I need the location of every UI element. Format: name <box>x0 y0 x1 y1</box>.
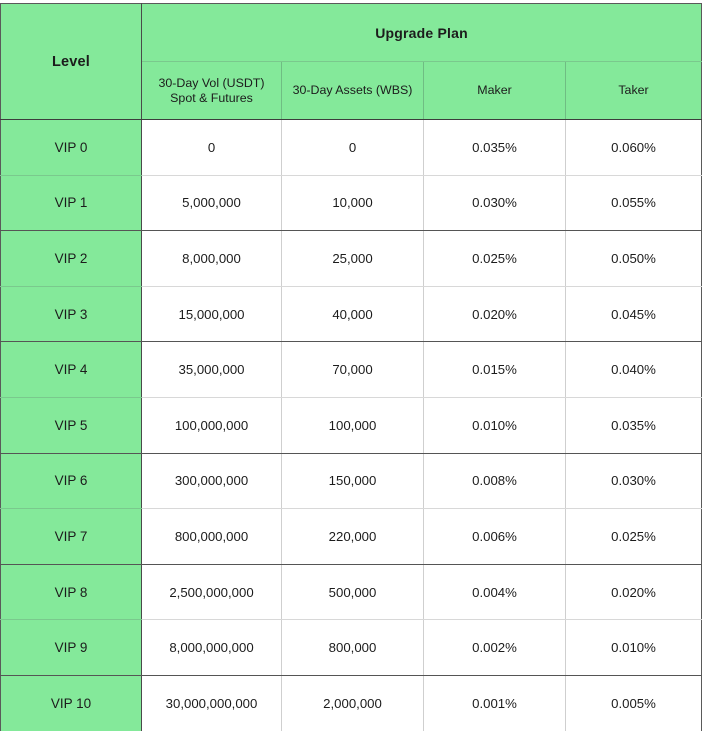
cell-taker: 0.010% <box>566 620 702 676</box>
cell-maker: 0.035% <box>424 120 566 176</box>
column-header-maker: Maker <box>424 62 566 120</box>
cell-30day-vol: 8,000,000 <box>142 231 282 287</box>
cell-maker: 0.001% <box>424 675 566 730</box>
cell-30day-vol: 35,000,000 <box>142 342 282 398</box>
cell-level: VIP 8 <box>1 564 142 620</box>
cell-30day-vol: 800,000,000 <box>142 509 282 565</box>
cell-level: VIP 1 <box>1 175 142 231</box>
fee-tier-table <box>0 3 702 731</box>
table-row <box>1 509 702 565</box>
table-row <box>1 564 702 620</box>
cell-30day-assets: 220,000 <box>282 509 424 565</box>
cell-level: VIP 2 <box>1 231 142 287</box>
cell-30day-vol: 30,000,000,000 <box>142 675 282 730</box>
cell-maker: 0.020% <box>424 286 566 342</box>
table-row <box>1 675 702 730</box>
cell-taker: 0.020% <box>566 564 702 620</box>
cell-maker: 0.025% <box>424 231 566 287</box>
table-body <box>1 120 702 731</box>
column-header-taker: Taker <box>566 62 702 120</box>
table-row <box>1 620 702 676</box>
cell-30day-assets: 70,000 <box>282 342 424 398</box>
cell-30day-assets: 25,000 <box>282 231 424 287</box>
column-header-30day-vol <box>142 62 282 120</box>
cell-maker: 0.004% <box>424 564 566 620</box>
table-row <box>1 231 702 287</box>
table-row <box>1 453 702 509</box>
cell-taker: 0.030% <box>566 453 702 509</box>
cell-taker: 0.055% <box>566 175 702 231</box>
fee-tier-table-container <box>0 3 701 715</box>
cell-30day-assets: 150,000 <box>282 453 424 509</box>
cell-30day-assets: 100,000 <box>282 397 424 453</box>
cell-30day-assets: 800,000 <box>282 620 424 676</box>
cell-taker: 0.060% <box>566 120 702 176</box>
cell-level: VIP 4 <box>1 342 142 398</box>
cell-level: VIP 3 <box>1 286 142 342</box>
table-header <box>1 4 702 120</box>
cell-maker: 0.010% <box>424 397 566 453</box>
cell-30day-vol: 5,000,000 <box>142 175 282 231</box>
cell-30day-assets: 0 <box>282 120 424 176</box>
cell-30day-vol: 0 <box>142 120 282 176</box>
column-header-30day-assets: 30-Day Assets (WBS) <box>282 62 424 120</box>
cell-maker: 0.008% <box>424 453 566 509</box>
table-row <box>1 120 702 176</box>
cell-30day-vol: 15,000,000 <box>142 286 282 342</box>
cell-level: VIP 7 <box>1 509 142 565</box>
cell-maker: 0.006% <box>424 509 566 565</box>
cell-30day-assets: 500,000 <box>282 564 424 620</box>
cell-30day-vol: 300,000,000 <box>142 453 282 509</box>
cell-taker: 0.035% <box>566 397 702 453</box>
table-row <box>1 175 702 231</box>
cell-maker: 0.015% <box>424 342 566 398</box>
cell-maker: 0.030% <box>424 175 566 231</box>
cell-30day-vol: 2,500,000,000 <box>142 564 282 620</box>
table-row <box>1 286 702 342</box>
cell-taker: 0.045% <box>566 286 702 342</box>
cell-taker: 0.050% <box>566 231 702 287</box>
cell-level: VIP 0 <box>1 120 142 176</box>
cell-level: VIP 6 <box>1 453 142 509</box>
cell-taker: 0.040% <box>566 342 702 398</box>
cell-30day-assets: 40,000 <box>282 286 424 342</box>
cell-maker: 0.002% <box>424 620 566 676</box>
cell-level: VIP 9 <box>1 620 142 676</box>
column-group-header-upgrade-plan: Upgrade Plan <box>142 4 702 62</box>
cell-taker: 0.025% <box>566 509 702 565</box>
cell-30day-assets: 10,000 <box>282 175 424 231</box>
column-header-level: Level <box>1 4 142 120</box>
table-row <box>1 342 702 398</box>
table-row <box>1 397 702 453</box>
header-row-group <box>1 4 702 62</box>
cell-30day-assets: 2,000,000 <box>282 675 424 730</box>
cell-30day-vol: 100,000,000 <box>142 397 282 453</box>
cell-level: VIP 10 <box>1 675 142 730</box>
column-header-30day-vol-line1: 30-Day Vol (USDT) <box>158 75 265 90</box>
cell-level: VIP 5 <box>1 397 142 453</box>
cell-30day-vol: 8,000,000,000 <box>142 620 282 676</box>
cell-taker: 0.005% <box>566 675 702 730</box>
column-header-30day-vol-line2: Spot & Futures <box>170 90 253 105</box>
